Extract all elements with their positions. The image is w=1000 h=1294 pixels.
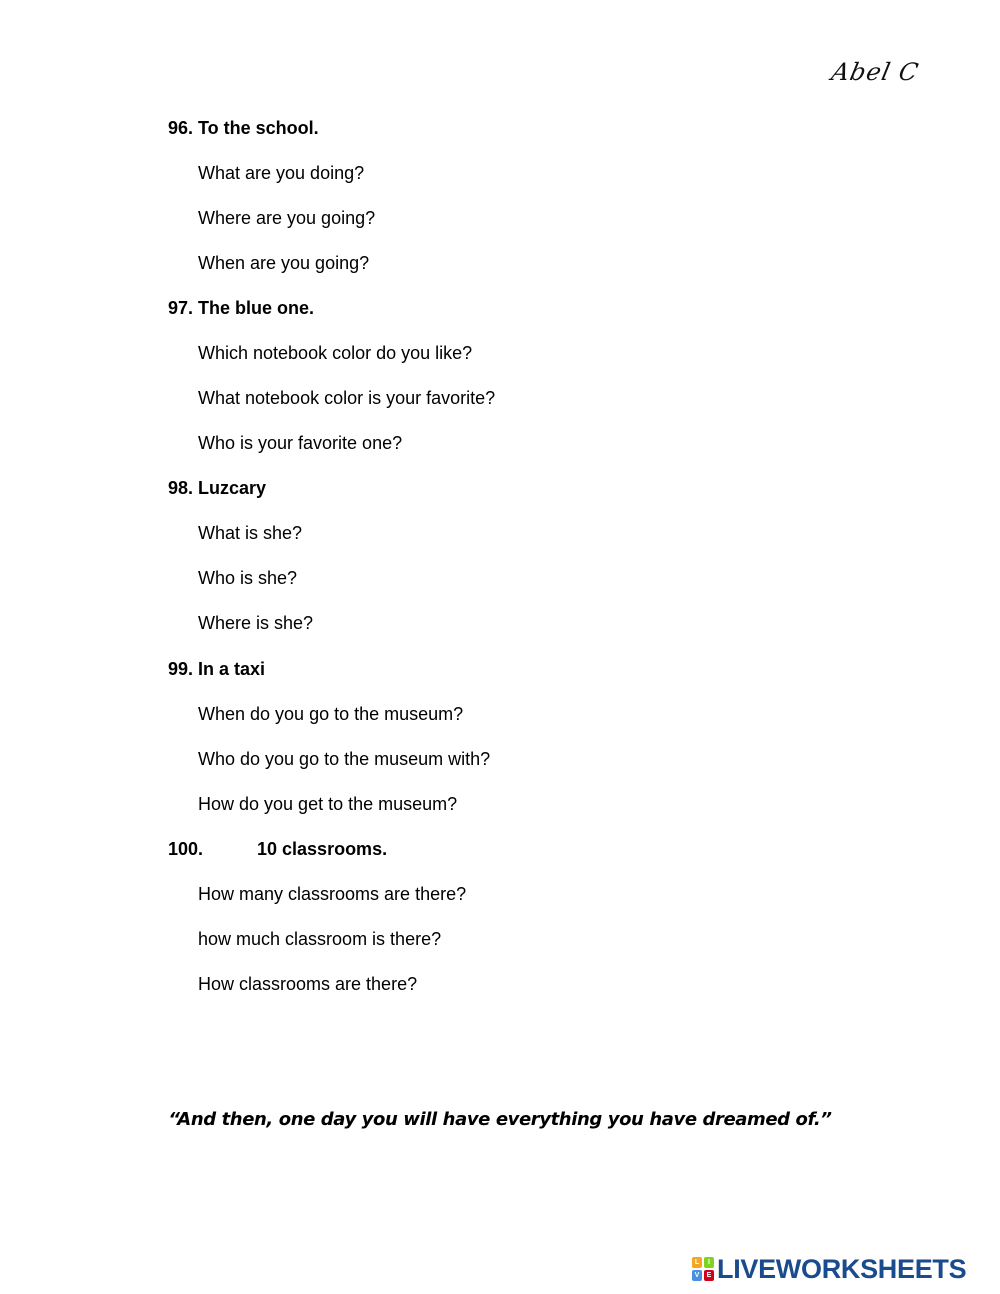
logo-tile-e: E xyxy=(704,1270,714,1281)
question-96-option-2[interactable]: Where are you going? xyxy=(198,208,376,228)
brand-name: LIVEWORKSHEETS xyxy=(717,1253,967,1284)
question-98-option-1[interactable]: What is she? xyxy=(198,523,303,543)
question-99-option-3[interactable]: How do you get to the museum? xyxy=(198,794,458,814)
author-signature: Abel C xyxy=(829,58,922,86)
question-100-option-1[interactable]: How many classrooms are there? xyxy=(198,884,467,904)
question-100-option-2[interactable]: how much classroom is there? xyxy=(198,929,442,949)
question-number: 98. xyxy=(168,478,194,498)
question-answer: To the school. xyxy=(198,118,319,138)
question-100-option-3[interactable]: How classrooms are there? xyxy=(198,974,418,994)
question-number: 100. xyxy=(168,839,204,859)
question-number: 97. xyxy=(168,298,194,318)
question-97-option-2[interactable]: What notebook color is your favorite? xyxy=(198,388,496,408)
logo-tile-l: L xyxy=(692,1257,702,1268)
question-answer: In a taxi xyxy=(198,659,266,679)
motivational-quote: “And then, one day you will have everything you have dreamed of.” xyxy=(168,1109,832,1130)
question-97-option-3[interactable]: Who is your favorite one? xyxy=(198,433,403,453)
question-99-title xyxy=(168,658,265,680)
question-96-option-1[interactable]: What are you doing? xyxy=(198,163,365,183)
question-97-option-1[interactable]: Which notebook color do you like? xyxy=(198,343,473,363)
question-96-option-3[interactable]: When are you going? xyxy=(198,253,370,273)
question-98-option-3[interactable]: Where is she? xyxy=(198,613,314,633)
question-99-option-1[interactable]: When do you go to the museum? xyxy=(198,704,464,724)
question-97-title xyxy=(168,297,314,319)
question-99-option-2[interactable]: Who do you go to the museum with? xyxy=(198,749,491,769)
question-answer: 10 classrooms. xyxy=(257,839,388,859)
question-number: 99. xyxy=(168,659,194,679)
liveworksheets-logo-icon xyxy=(692,1257,714,1281)
question-100-title xyxy=(168,838,387,860)
question-number: 96. xyxy=(168,118,194,138)
question-98-option-2[interactable]: Who is she? xyxy=(198,568,298,588)
liveworksheets-brand xyxy=(692,1254,966,1284)
logo-tile-v: V xyxy=(692,1270,702,1281)
question-answer: Luzcary xyxy=(198,478,267,498)
question-98-title xyxy=(168,477,266,499)
logo-tile-i: I xyxy=(704,1257,714,1268)
question-96-title xyxy=(168,117,319,139)
question-answer: The blue one. xyxy=(198,298,315,318)
